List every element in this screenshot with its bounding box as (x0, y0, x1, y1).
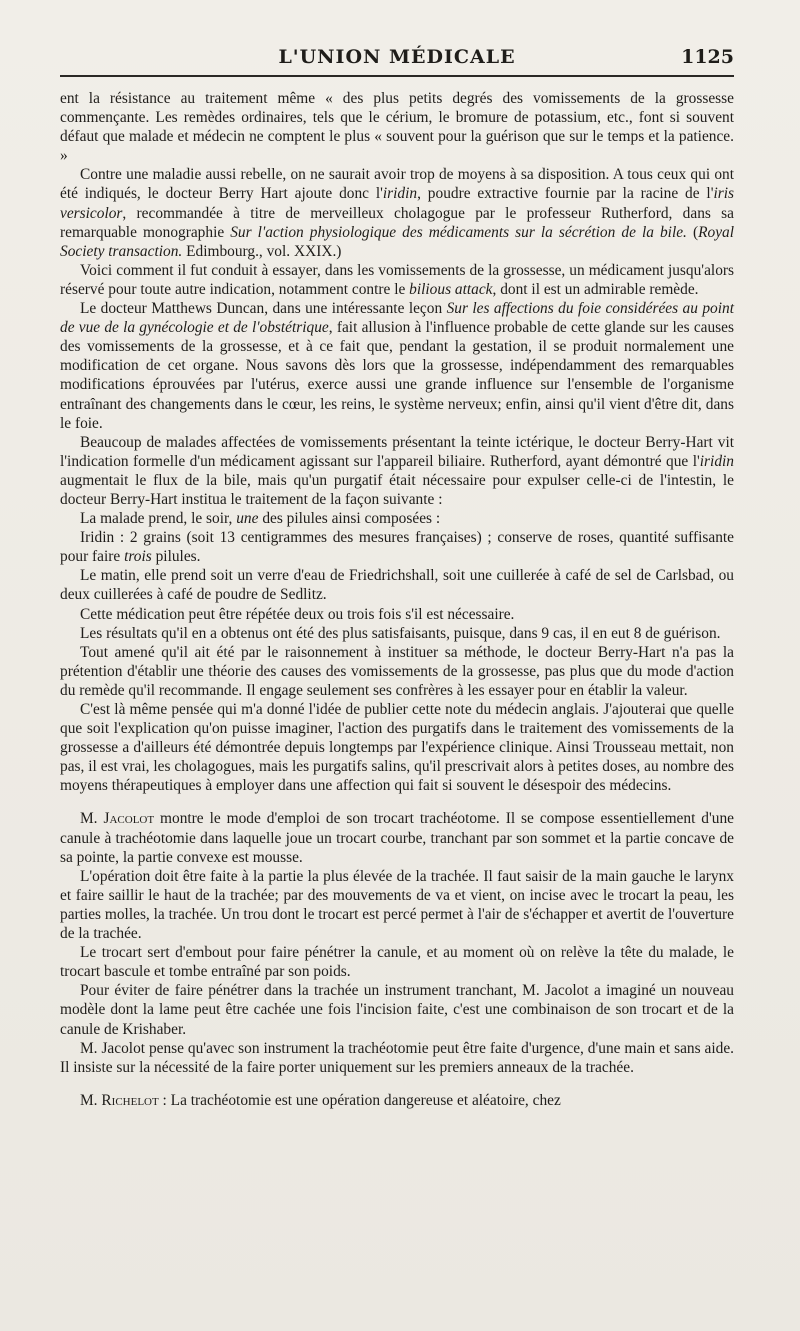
paragraph: Voici comment il fut conduit à essayer, dans les vomissements de la grossesse, un médicament jusqu'alors réservé pour toute autre indication, notamment contre le bilious attack, dont il est un admirable remède. (60, 261, 734, 298)
journal-title: L'UNION MÉDICALE (278, 46, 516, 68)
paragraph: M. Richelot : La trachéotomie est une opération dangereuse et aléatoire, chez (80, 1091, 561, 1109)
paragraph: Beaucoup de malades affectées de vomissements présentant la teinte ictérique, le docteur Berry-Hart vit l'indication formelle d'un médicament agissant sur l'appareil biliaire. Rutherford, ayant démontré que l'iridin augmentait le flux de la bile, mais qu'un purgatif était nécessaire pour expulser celle-ci de l'intestin, le docteur Berry-Hart institua le traitement de la façon suivante : (60, 433, 734, 508)
speaker-name: Richelot (101, 1091, 159, 1109)
paragraph: M. Jacolot pense qu'avec son instrument la trachéotomie peut être faite d'urgence, d'une main et sans aide. Il insiste sur la nécessité de la faire porter uniquement sur les premiers anneaux de la trachée. (60, 1039, 734, 1076)
speaker-name: Jacolot (103, 810, 155, 828)
paragraph: Le docteur Matthews Duncan, dans une intéressante leçon Sur les affections du foie considérées au point de vue de la gynécologie et de l'obstétrique, fait allusion à l'influence probable de cette glande sur les causes des vomissements de la grossesse, et à ce fait que, pendant la gestation, il se produit normalement une modification de cet organe. Nous savons dès lors que la grossesse, indépendamment des remarquables modifications éprouvées par l'utérus, exerce aussi une grande influence sur l'ensemble de l'organisme entraînant des changements dans le cœur, les reins, le système nerveux; enfin, ainsi qu'il vient d'être dit, dans le foie. (60, 300, 735, 432)
paragraph: ent la résistance au traitement même « des plus petits degrés des vomissements de la grossesse commençante. Les remèdes ordinaires, tels que le cérium, le bromure de potassium, etc., font si souvent défaut que malade et médecin ne comptent le plus « souvent pour la guérison que sur le temps et la patience. » (60, 90, 734, 165)
page-number: 1125 (681, 46, 734, 68)
header-rule (60, 75, 734, 77)
paragraph: Le trocart sert d'embout pour faire pénétrer la canule, et au moment où on relève la tête du malade, le trocart bascule et tombe entraîné par son poids. (60, 944, 734, 981)
paragraph: C'est là même pensée qui m'a donné l'idée de publier cette note du médecin anglais. J'ajouterai que quelle que soit l'explication qu'on puisse imaginer, l'action des purgatifs dans le traitement des vomissements de la grossesse a d'ailleurs été démontrée depuis longtemps par l'expérience clinique. Ainsi Trousseau mettait, non pas, il est vrai, les cholagogues, mais les purgatifs salins, qu'il prescrivait alors à petites doses, au nombre des moyens thérapeutiques à employer dans une affection qui fait si souvent le désespoir des médecins. (60, 701, 734, 795)
paragraph: Iridin : 2 grains (soit 13 centigrammes des mesures françaises) ; conserve de roses, quantité suffisante pour faire trois pilules. (60, 529, 734, 566)
paragraph: Tout amené qu'il ait été par le raisonnement à instituer sa méthode, le docteur Berry-Hart n'a pas la prétention d'établir une théorie des causes des vomissements de la grossesse, pas plus que du mode d'action du remède qu'il recommande. Il engage seulement ses confrères à les essayer pour en établir la valeur. (60, 643, 734, 699)
paragraph: L'opération doit être faite à la partie la plus élevée de la trachée. Il faut saisir de la main gauche le larynx et faire saillir le haut de la trachée; par des mouvements de va et vient, on incise avec le trocart la peau, les parties molles, la trachée. Un trou dont le trocart est percé permet à l'air de s'échapper et avertit de l'ouverture de la trachée. (60, 867, 734, 943)
article-body (60, 89, 734, 1110)
paragraph: M. Jacolot montre le mode d'emploi de son trocart trachéotome. Il se compose essentiellement d'une canule à trachéotomie dans laquelle joue un trocart courbe, tranchant par son sommet et la partie concave de sa pointe, la partie convexe est mousse. (60, 810, 734, 866)
paragraph: Les résultats qu'il en a obtenus ont été des plus satisfaisants, puisque, dans 9 cas, il en eut 8 de guérison. (80, 624, 721, 642)
paragraph: Contre une maladie aussi rebelle, on ne saurait avoir trop de moyens à sa disposition. A tous ceux qui ont été indiqués, le docteur Berry Hart ajoute donc l'iridin, poudre extractive fournie par la racine de l'iris versicolor, recommandée à titre de merveilleux cholagogue par le professeur Rutherford, dans sa remarquable monographie Sur l'action physiologique des médicaments sur la sécrétion de la bile. (Royal Society transaction. Edimbourg., vol. XXIX.) (60, 166, 734, 260)
paragraph: La malade prend, le soir, une des pilules ainsi composées : (80, 510, 441, 528)
running-header (60, 46, 734, 72)
paragraph: Pour éviter de faire pénétrer dans la trachée un instrument tranchant, M. Jacolot a imaginé un nouveau modèle dont la lame peut être cachée une fois l'incision faite, c'est une combinaison de son trocart et de la canule de Krishaber. (60, 982, 734, 1038)
paragraph: Cette médication peut être répétée deux ou trois fois s'il est nécessaire. (80, 605, 515, 623)
paragraph: Le matin, elle prend soit un verre d'eau de Friedrichshall, soit une cuillerée à café de sel de Carlsbad, ou deux cuillerées à café de poudre de Sedlitz. (60, 567, 734, 604)
